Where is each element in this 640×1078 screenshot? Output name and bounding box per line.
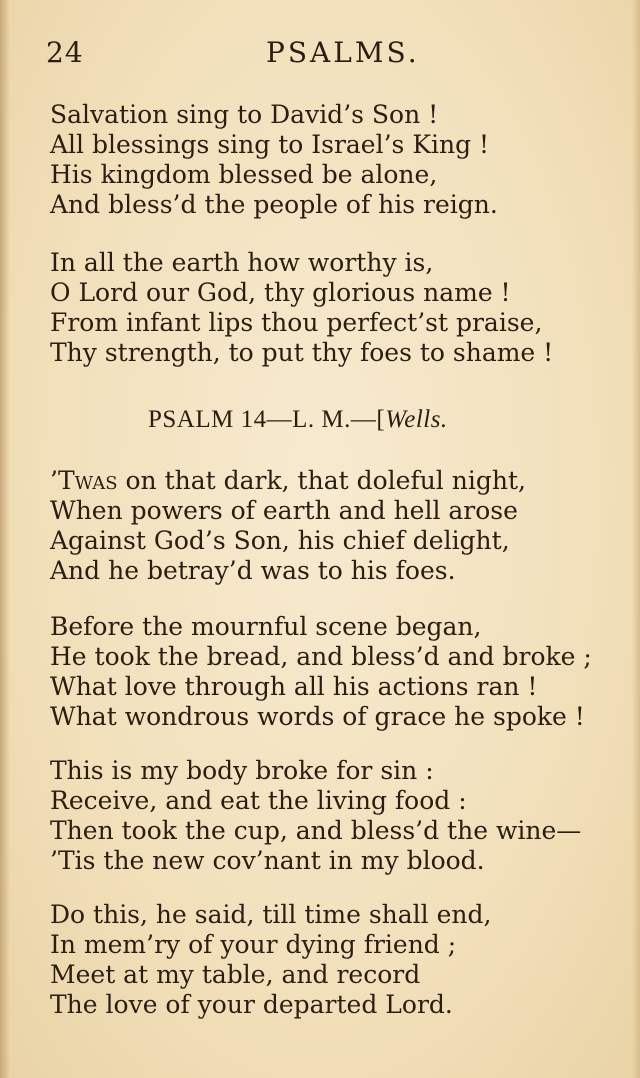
verse-line: Receive, and eat the living food : bbox=[50, 786, 467, 815]
stanza-5 bbox=[50, 756, 620, 876]
verse-line: Thy strength, to put thy foes to shame ! bbox=[50, 338, 554, 367]
verse-line: ’Tis the new cov’nant in my blood. bbox=[50, 846, 485, 875]
stanza-1 bbox=[50, 100, 620, 220]
page-edge-shadow-right bbox=[632, 0, 640, 1078]
tune-name: Wells. bbox=[385, 406, 448, 433]
verse-line: Before the mournful scene began, bbox=[50, 612, 482, 641]
verse-line: When powers of earth and hell arose bbox=[50, 496, 518, 525]
verse-line: O Lord our God, thy glorious name ! bbox=[50, 278, 511, 307]
verse-line: Against God’s Son, his chief delight, bbox=[50, 526, 510, 555]
verse-line: His kingdom blessed be alone, bbox=[50, 160, 438, 189]
verse-line: In all the earth how worthy is, bbox=[50, 248, 434, 277]
page-edge-shadow-left bbox=[0, 0, 10, 1078]
running-head: PSALMS. bbox=[266, 36, 420, 69]
verse-line: All blessings sing to Israel’s King ! bbox=[50, 130, 490, 159]
verse-line: Meet at my table, and record bbox=[50, 960, 421, 989]
stanza-2 bbox=[50, 248, 620, 368]
verse-line-first bbox=[50, 466, 620, 496]
verse-line: From infant lips thou perfect’st praise, bbox=[50, 308, 543, 337]
stanza-3 bbox=[50, 466, 620, 586]
verse-line: What wondrous words of grace he spoke ! bbox=[50, 702, 585, 731]
psalm-heading bbox=[148, 406, 448, 434]
verse-line: Do this, he said, till time shall end, bbox=[50, 900, 492, 929]
verse-line: What love through all his actions ran ! bbox=[50, 672, 538, 701]
verse-line: Then took the cup, and bless’d the wine— bbox=[50, 816, 582, 845]
verse-line: Salvation sing to David’s Son ! bbox=[50, 100, 439, 129]
verse-line: The love of your departed Lord. bbox=[50, 990, 453, 1019]
page-header bbox=[46, 36, 606, 76]
verse-line: In mem’ry of your dying friend ; bbox=[50, 930, 457, 959]
page-number: 24 bbox=[46, 36, 84, 69]
opening-word: ’Twas bbox=[50, 466, 118, 495]
verse-line: He took the bread, and bless’d and broke ; bbox=[50, 642, 592, 671]
verse-line: And bless’d the people of his reign. bbox=[50, 190, 498, 219]
first-line-rest: on that dark, that doleful night, bbox=[117, 466, 526, 495]
verse-line: This is my body broke for sin : bbox=[50, 756, 434, 785]
psalm-title: PSALM 14—L. M.—[ bbox=[148, 406, 386, 433]
stanza-4 bbox=[50, 612, 620, 732]
stanza-6 bbox=[50, 900, 620, 1020]
verse-line: And he betray’d was to his foes. bbox=[50, 556, 456, 585]
